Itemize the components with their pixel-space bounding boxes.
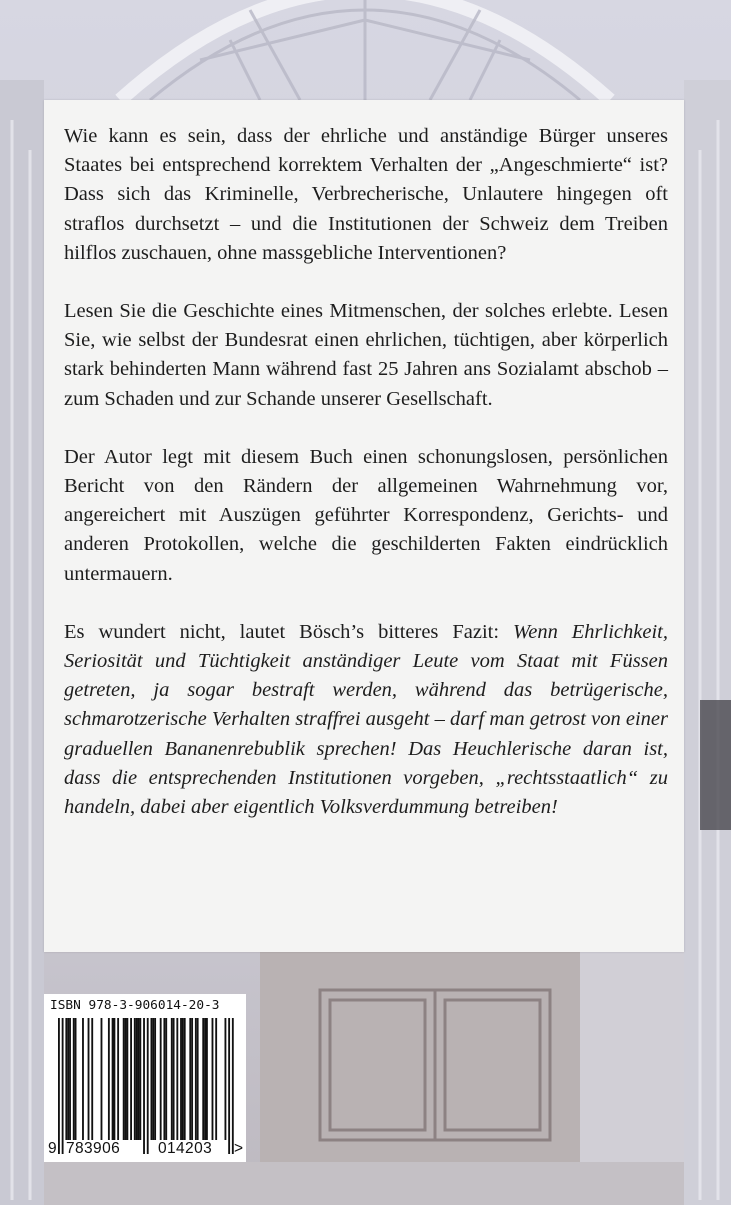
barcode-bar <box>136 1018 138 1140</box>
blurb-paragraph-3: Der Autor legt mit diesem Buch einen schonungslosen, persönlichen Bericht von den Rändern der allgemeinen Wahrnehmung vor, angereichert mit Auszügen geführter Korrespondenz, Gerichts- und anderen Protokollen, welche die geschilderten Fakten eindrücklich untermauern. <box>64 445 668 585</box>
barcode-bar <box>215 1018 217 1140</box>
barcode-bar <box>163 1018 165 1140</box>
barcode-bar <box>206 1018 208 1140</box>
barcode-bar <box>134 1018 136 1140</box>
barcode-bar <box>112 1018 114 1140</box>
barcode-bar <box>117 1018 119 1140</box>
barcode-bar <box>130 1018 132 1140</box>
barcode-bar <box>228 1018 230 1154</box>
barcode-bar <box>189 1018 191 1140</box>
blurb-panel <box>44 100 684 952</box>
barcode-bar <box>184 1018 186 1140</box>
barcode-bar <box>75 1018 77 1140</box>
barcode-bar <box>176 1018 178 1140</box>
barcode-bars <box>44 994 246 1162</box>
barcode-bar <box>180 1018 182 1140</box>
barcode-bar <box>182 1018 184 1140</box>
barcode-bar <box>114 1018 116 1140</box>
barcode-bar <box>152 1018 154 1140</box>
barcode-bar <box>139 1018 141 1140</box>
barcode-bar <box>69 1018 71 1140</box>
barcode-bar <box>225 1018 227 1140</box>
blurb-paragraph-1: Wie kann es sein, dass der ehrliche und anständige Bürger unseres Staates bei entsprechend korrektem Verhalten der „Angeschmierte“ ist? Dass sich das Kriminelle, Verbrecherische, Unlautere hingegen oft straflos durchsetzt – und die Institutionen der Schweiz dem Treiben hilflos zuschauen, ohne massgebliche Interventionen? <box>64 125 668 264</box>
barcode-bar <box>62 1018 64 1154</box>
blurb-paragraph-2: Lesen Sie die Geschichte eines Mitmenschen, der solches erlebte. Lesen Sie, wie selbst der Bundesrat einen ehrlichen, tüchtigen, aber körperlich stark behinderten Mann während fast 25 Jahren ans Sozialamt abschob – zum Schaden und zur Schande unserer Gesellschaft. <box>64 300 668 410</box>
barcode-bar <box>126 1018 128 1140</box>
barcode-bar <box>195 1018 197 1140</box>
barcode-bar <box>67 1018 69 1140</box>
barcode-bar <box>143 1018 145 1154</box>
barcode-bar <box>232 1018 234 1154</box>
barcode-bar <box>73 1018 75 1140</box>
barcode-bar <box>91 1018 93 1140</box>
barcode-bar <box>202 1018 204 1140</box>
barcode-bar <box>212 1018 214 1140</box>
barcode-bar <box>147 1018 149 1154</box>
barcode-bar <box>154 1018 156 1140</box>
barcode-lead-digit: 9 <box>48 1140 58 1157</box>
barcode-bar <box>123 1018 125 1140</box>
barcode-left-digits: 783906 <box>66 1140 121 1157</box>
barcode-bar <box>204 1018 206 1140</box>
barcode-bar <box>82 1018 84 1140</box>
barcode-right-digits: 014203 <box>158 1140 213 1157</box>
barcode-bar <box>65 1018 67 1140</box>
barcode-bar <box>138 1018 140 1140</box>
isbn-barcode-box <box>44 994 246 1162</box>
blurb-conclusion-quote: Wenn Ehrlichkeit, Seriosität und Tüchtigkeit anständiger Leute vom Staat mit Füssen getreten, ja sogar bestraft werden, während das betrügerische, schmarotzerische Verhalten straffrei ausgeht – darf man getrost von einer graduellen Bananenrebublik sprechen! Das Heuchlerische daran ist, dass die entsprechenden Institutionen vorgeben, „rechtsstaatlich“ zu handeln, dabei aber eigentlich Volksverdummung betreiben! <box>64 620 668 819</box>
barcode-bar <box>165 1018 167 1140</box>
barcode-bar <box>160 1018 162 1140</box>
barcode-bar <box>125 1018 127 1140</box>
barcode-bar <box>58 1018 60 1154</box>
barcode-bar <box>108 1018 110 1140</box>
barcode-bar <box>171 1018 173 1140</box>
barcode-end-mark: > <box>234 1140 244 1157</box>
blurb-text <box>64 122 668 822</box>
blurb-conclusion-intro: Es wundert nicht, lautet Bösch’s bitteres Fazit: <box>64 620 514 643</box>
barcode-bar <box>101 1018 103 1140</box>
barcode-bar <box>151 1018 153 1140</box>
barcode-bar <box>173 1018 175 1140</box>
isbn-label: ISBN 978-3-906014-20-3 <box>50 998 220 1013</box>
blurb-paragraph-4 <box>64 618 668 822</box>
barcode-bar <box>191 1018 193 1140</box>
barcode-bar <box>88 1018 90 1140</box>
barcode-bar <box>197 1018 199 1140</box>
